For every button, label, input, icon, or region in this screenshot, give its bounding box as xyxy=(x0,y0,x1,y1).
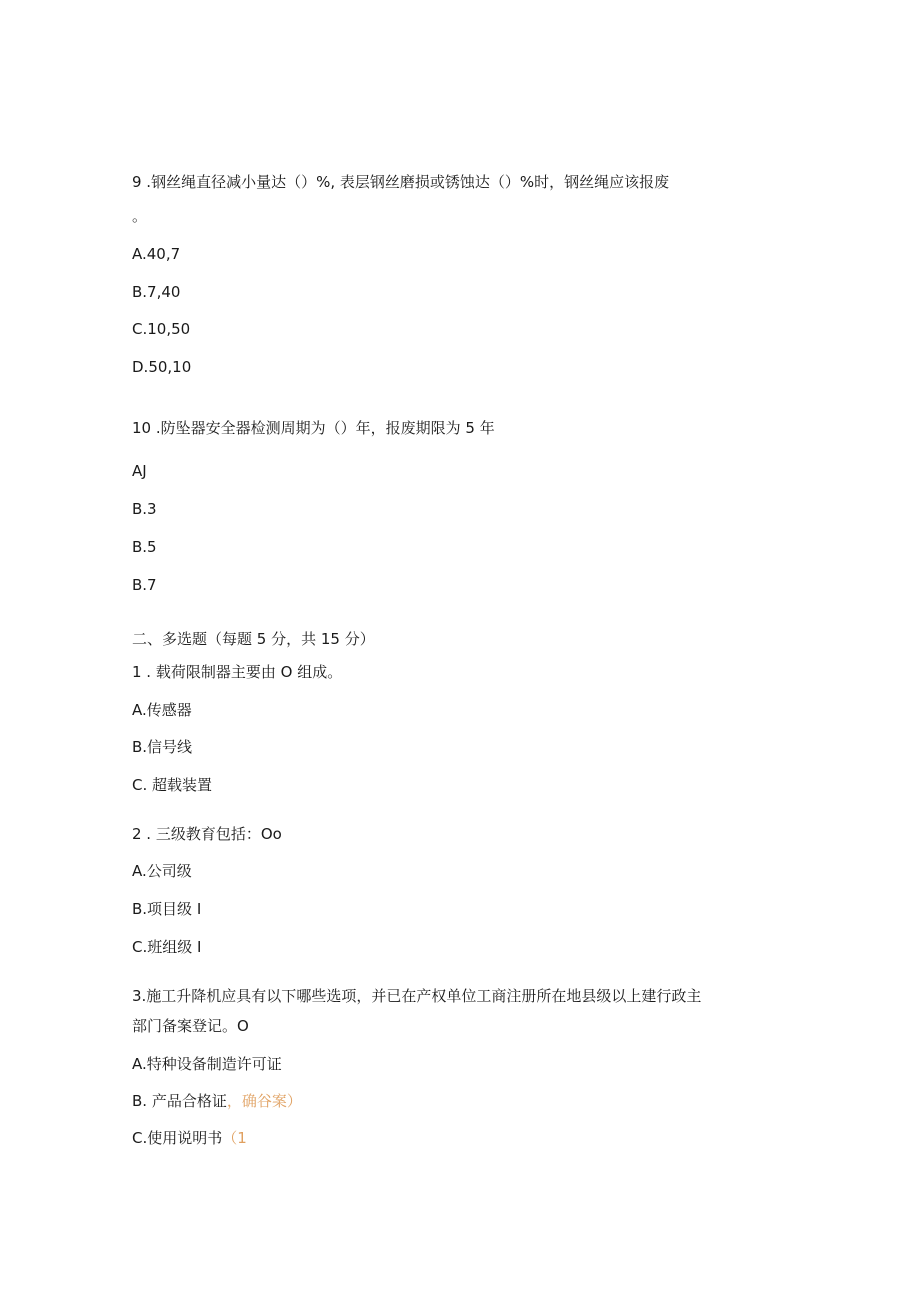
multi-question-2-option-a: A.公司级 xyxy=(132,862,192,880)
multi-question-3-stem-line-1: 3.施工升降机应具有以下哪些选项，并已在产权单位工商注册所在地县级以上建行政主 xyxy=(132,987,702,1005)
multi-question-2-option-c: C.班组级 I xyxy=(132,938,202,956)
multi-question-1-option-b: B.信号线 xyxy=(132,738,193,756)
multi-question-3-option-b-note: ，确谷案） xyxy=(226,1092,302,1110)
multi-question-3-option-c-note: （1 xyxy=(222,1129,247,1147)
question-9-option-a: A.40,7 xyxy=(132,245,181,263)
question-9-stem: 9 .钢丝绳直径减小量达（）%, 表层钢丝磨损或锈蚀达（）%时，钢丝绳应该报废 xyxy=(132,173,670,191)
question-10-option-c: B.5 xyxy=(132,538,157,556)
multi-question-3-option-c-row xyxy=(132,1128,247,1148)
question-10-option-a: AJ xyxy=(132,462,147,480)
question-10-stem: 10 .防坠器安全器检测周期为（）年，报废期限为 5 年 xyxy=(132,419,495,437)
question-10-option-b: B.3 xyxy=(132,500,157,518)
question-9-option-d: D.50,10 xyxy=(132,358,192,376)
multi-question-2-option-b: B.项目级 I xyxy=(132,900,202,918)
multi-question-1-option-a: A.传感器 xyxy=(132,701,192,719)
multi-question-3-stem-line-2: 部门备案登记。O xyxy=(132,1017,249,1035)
question-10-option-d: B.7 xyxy=(132,576,157,594)
multi-question-1-stem: 1 . 载荷限制器主要由 O 组成。 xyxy=(132,663,343,681)
multi-question-3-option-c: C.使用说明书 xyxy=(132,1129,223,1147)
multi-question-3-option-b-row xyxy=(132,1091,302,1111)
multi-question-2-stem: 2 . 三级教育包括：Oo xyxy=(132,825,282,843)
section-2-heading: 二、多选题（每题 5 分，共 15 分） xyxy=(132,630,375,648)
question-9-option-c: C.10,50 xyxy=(132,320,191,338)
question-9-option-b: B.7,40 xyxy=(132,283,181,301)
question-9-stem-end: 。 xyxy=(132,207,148,225)
multi-question-1-option-c: C. 超载装置 xyxy=(132,776,213,794)
multi-question-3-option-a: A.特种设备制造许可证 xyxy=(132,1055,282,1073)
multi-question-3-option-b: B. 产品合格证 xyxy=(132,1092,227,1110)
